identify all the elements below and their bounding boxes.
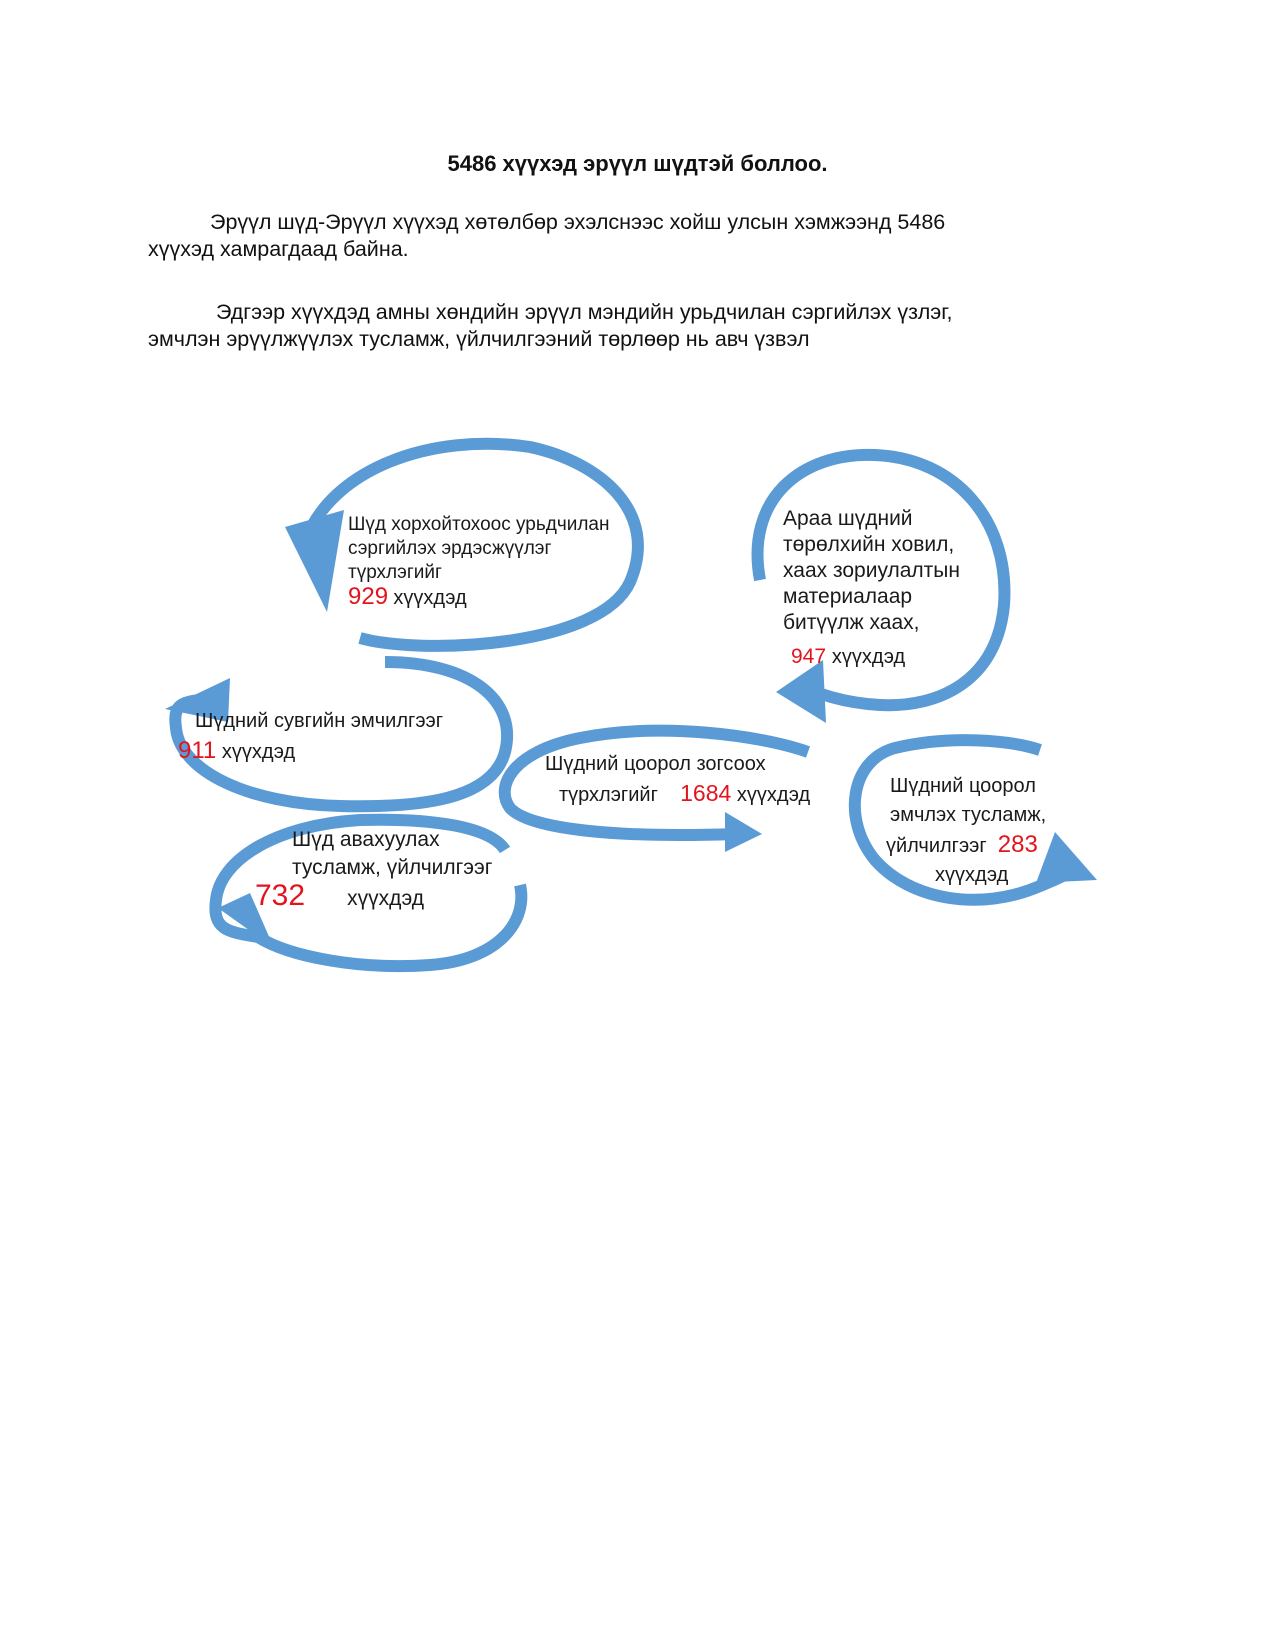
caries-arrest-value: 1684 (680, 780, 732, 806)
fluoride-line-1: Шүд хорхойтохоос урьдчилан (348, 514, 610, 535)
sealant-line-3: хаах зориулалтын (783, 559, 960, 582)
caries-arrest-unit: хүүхдэд (736, 784, 811, 806)
intro-line-2: хүүхэд хамрагдаад байна. (148, 237, 409, 261)
caries-treatment-line-1: Шүдний цоорол (890, 775, 1036, 797)
extraction-unit: хүүхдэд (347, 887, 425, 910)
intro-line-1: Эрүүл шүд-Эрүүл хүүхэд хөтөлбөр эхэлснээс хойш улсын хэмжээнд 5486 (210, 210, 946, 234)
caries-treatment-unit: хүүхдэд (935, 864, 1009, 886)
caries-treatment-line-2: эмчлэх тусламж, (890, 804, 1047, 826)
root-canal-count (178, 736, 443, 767)
fluoride-line-3: түрхлэгийг (348, 562, 442, 583)
extraction-value: 732 (255, 879, 306, 912)
fluoride-count (348, 585, 610, 611)
page-title: 5486 хүүхэд эрүүл шүдтэй боллоо. (447, 151, 828, 176)
fluoride-value: 929 (348, 583, 389, 610)
root-canal-value: 911 (178, 737, 217, 764)
extraction-line-1: Шүд авахуулах (292, 828, 440, 851)
root-canal-label (178, 706, 444, 767)
extraction-label (292, 826, 512, 882)
caries-arrest-count (545, 779, 810, 810)
sealant-line-2: төрөлхийн ховил, (783, 533, 955, 556)
root-canal-line-1: Шүдний сувгийн эмчилгээг (195, 710, 444, 732)
extraction-count (255, 879, 425, 912)
sealant-line-5: битүүлж хаах, (783, 611, 920, 634)
caries-arrest-line-1: Шүдний цоорол зогсоох (545, 753, 766, 775)
caries-treatment-line-3: үйлчилгээг (886, 835, 987, 857)
sealant-label (783, 506, 960, 670)
fluoride-unit: хүүхдэд (393, 587, 467, 609)
caries-arrest-arrowhead (725, 812, 762, 852)
sealant-unit: хүүхдэд (831, 646, 906, 668)
sealant-count (783, 644, 960, 670)
caries-arrest-label (545, 750, 810, 810)
sealant-line-4: материалаар (783, 585, 913, 608)
fluoride-label (348, 513, 610, 611)
fluoride-arrowhead (285, 510, 344, 612)
fluoride-line-2: сэргийлэх эрдэсжүүлэг (348, 538, 552, 559)
sealant-value: 947 (791, 645, 827, 668)
sealant-line-1: Араа шүдний (783, 507, 913, 530)
services-line-2: эмчлэн эрүүлжүүлэх тусламж, үйлчилгээний төрлөөр нь авч үзвэл (148, 327, 810, 351)
caries-treatment-value: 283 (997, 831, 1038, 858)
extraction-line-2: тусламж, үйлчилгээг (292, 856, 493, 879)
services-line-1: Эдгээр хүүхдэд амны хөндийн эрүүл мэндийн урьдчилан сэргийлэх үзлэг, (216, 300, 953, 324)
caries-treatment-line-3-row (886, 830, 1046, 861)
caries-arrest-line-2: түрхлэгийг (559, 784, 658, 806)
root-canal-unit: хүүхдэд (221, 741, 296, 763)
caries-treatment-label (886, 772, 1047, 890)
